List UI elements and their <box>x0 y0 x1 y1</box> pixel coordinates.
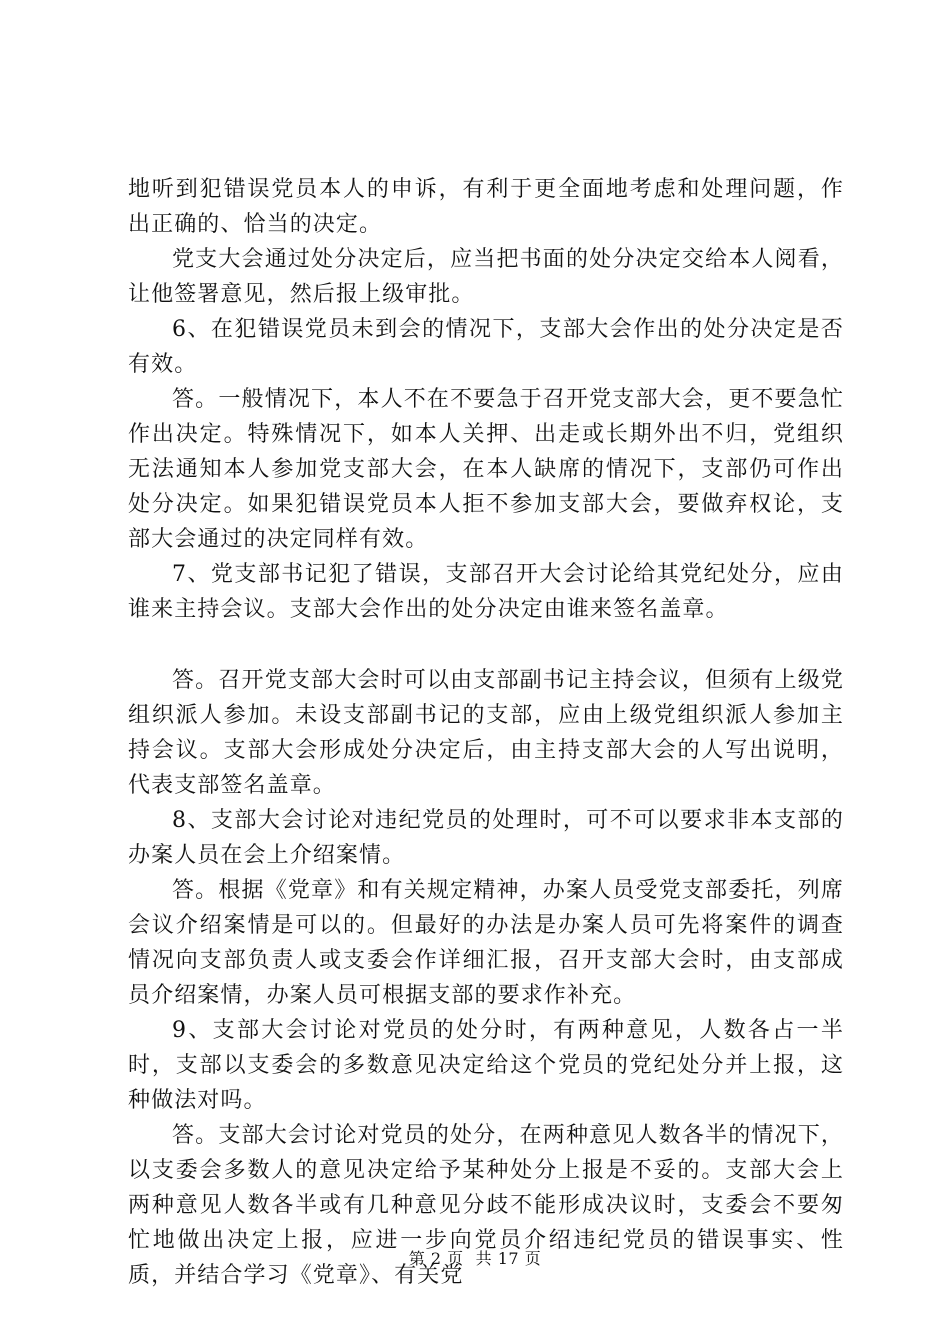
question-7: 7、党支部书记犯了错误，支部召开大会讨论给其党纪处分，应由谁来主持会议。支部大会作出的处分决定由谁来签名盖章。 <box>128 562 844 622</box>
answer-7: 答。召开党支部大会时可以由支部副书记主持会议，但须有上级党组织派人参加。未设支部副书记的支部，应由上级党组织派人参加主持会议。支部大会形成处分决定后，由主持支部大会的人写出说明，代表支部签名盖章。 <box>128 668 844 798</box>
total-pages: 共 17 页 <box>475 1249 542 1268</box>
answer-6: 答。一般情况下，本人不在不要急于召开党支部大会，更不要急忙作出决定。特殊情况下，如本人关押、出走或长期外出不归，党组织无法通知本人参加党支部大会，在本人缺席的情况下，支部仍可作出处分决定。如果犯错误党员本人拒不参加支部大会，要做弃权论，支部大会通过的决定同样有效。 <box>128 387 844 552</box>
answer-9: 答。支部大会讨论对党员的处分，在两种意见人数各半的情况下，以支委会多数人的意见决定给予某种处分上报是不妥的。支部大会上两种意见人数各半或有几种意见分歧不能形成决议时，支委会不要匆忙地做出决定上报，应进一步向党员介绍违纪党员的错误事实、性质，并结合学习《党章》、有关党 <box>128 1123 844 1288</box>
question-8: 8、支部大会讨论对违纪党员的处理时，可不可以要求非本支部的办案人员在会上介绍案情。 <box>128 808 844 868</box>
page-number: 第 2 页 <box>408 1249 464 1268</box>
paragraph-continuation: 地听到犯错误党员本人的申诉，有利于更全面地考虑和处理问题，作出正确的、恰当的决定。 <box>128 177 844 237</box>
paragraph: 党支大会通过处分决定后，应当把书面的处分决定交给本人阅看，让他签署意见，然后报上级审批。 <box>128 247 844 307</box>
page-footer <box>0 1246 950 1269</box>
question-6: 6、在犯错误党员未到会的情况下，支部大会作出的处分决定是否有效。 <box>128 317 844 377</box>
document-body <box>128 172 844 1293</box>
answer-8: 答。根据《党章》和有关规定精神，办案人员受党支部委托，列席会议介绍案情是可以的。但最好的办法是办案人员可先将案件的调查情况向支部负责人或支委会作详细汇报，召开支部大会时，由支部成员介绍案情，办案人员可根据支部的要求作补充。 <box>128 878 844 1008</box>
question-9: 9、支部大会讨论对党员的处分时，有两种意见，人数各占一半时，支部以支委会的多数意见决定给这个党员的党纪处分并上报，这种做法对吗。 <box>128 1018 844 1113</box>
